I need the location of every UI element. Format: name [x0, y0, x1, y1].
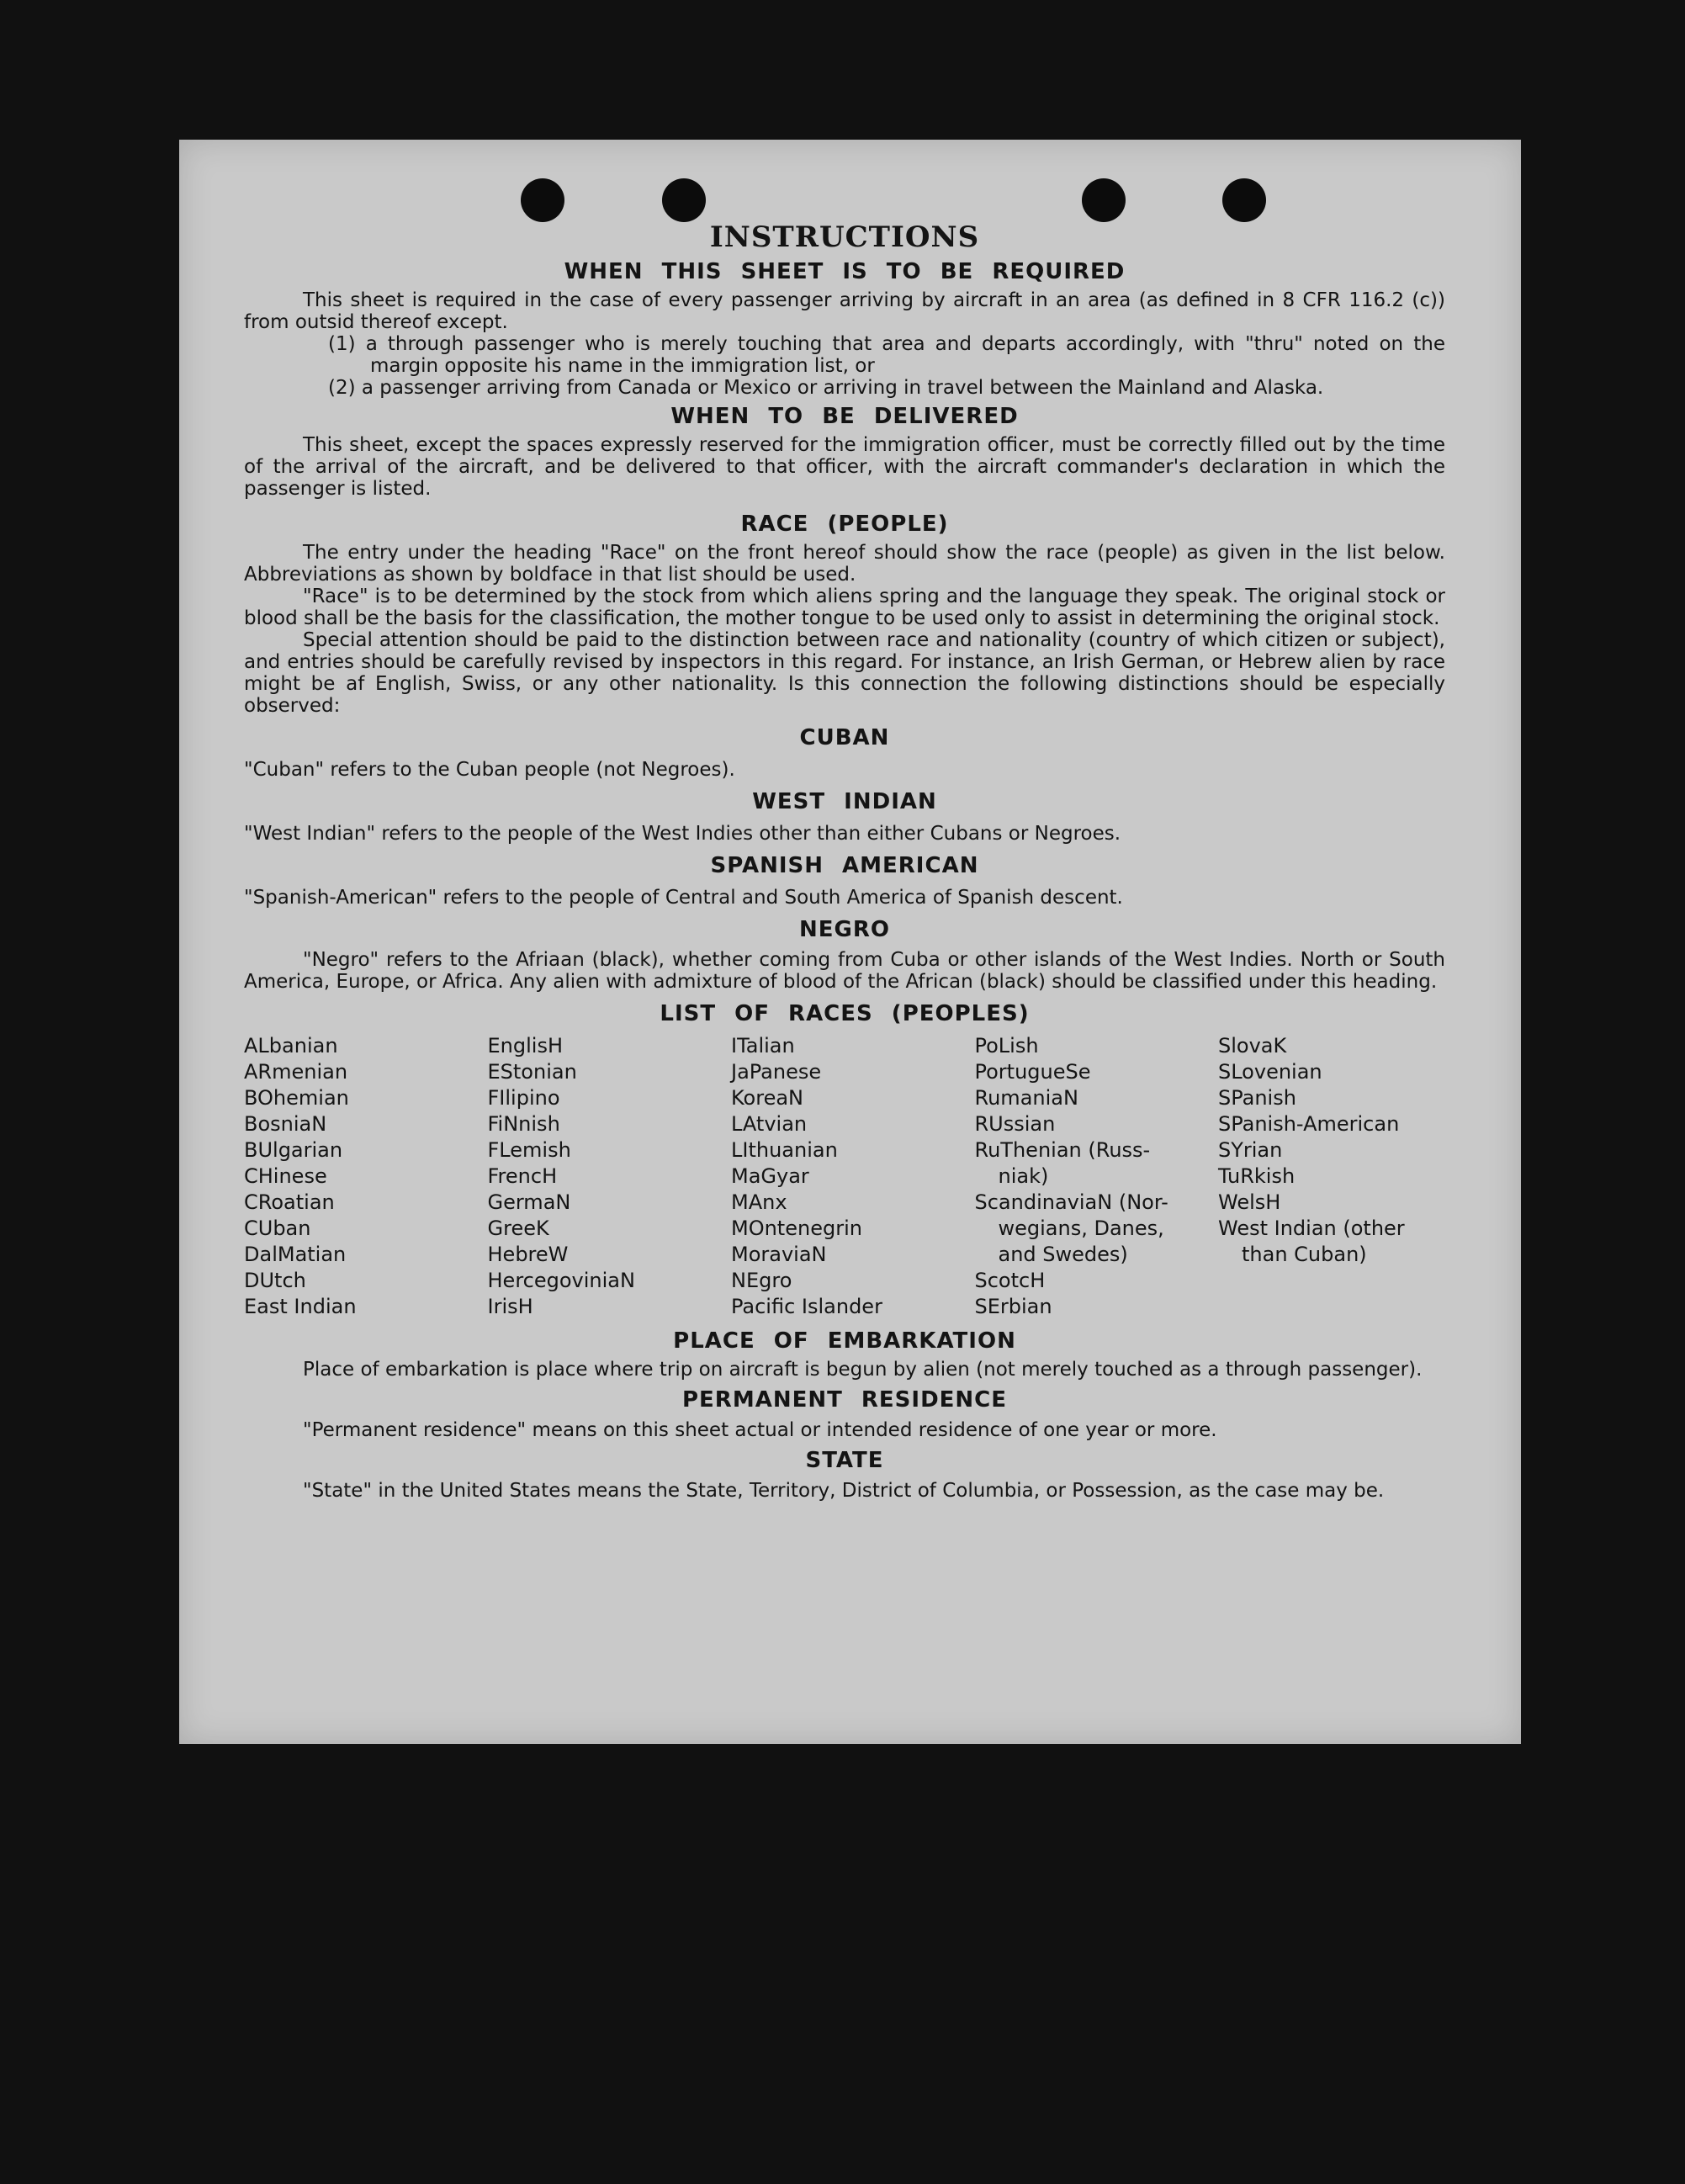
- race-column: [488, 1033, 715, 1320]
- race-list-item: ScotcH: [974, 1269, 1046, 1292]
- heading-list-of-races: LIST OF RACES (PEOPLES): [660, 1001, 1030, 1026]
- race-column: [731, 1033, 958, 1320]
- race-list-item: ScandinaviaN (Nor-: [974, 1190, 1168, 1214]
- race-list-item: PoLish: [974, 1034, 1039, 1058]
- race-list-item: SlovaK: [1218, 1034, 1287, 1058]
- race-list-item: BosniaN: [244, 1112, 327, 1136]
- required-intro: This sheet is required in the case of every passenger arriving by aircraft in an area (as defined in 8 CFR 116.2 (c)) from outsid thereof except.: [244, 289, 1445, 333]
- race-column: [1218, 1033, 1445, 1320]
- race-list-item: Pacific Islander: [731, 1295, 882, 1318]
- heading-race: RACE (PEOPLE): [740, 512, 949, 537]
- race-list-item: CRoatian: [244, 1190, 335, 1214]
- heading-negro: NEGRO: [799, 917, 890, 942]
- required-exception-2: (2) a passenger arriving from Canada or Mexico or arriving in travel between the Mainland and Alaska.: [328, 377, 1324, 399]
- race-list-item: SLovenian: [1218, 1060, 1322, 1084]
- race-list-item: FIlipino: [487, 1086, 560, 1110]
- page-title: INSTRUCTIONS: [709, 220, 980, 254]
- heading-state: STATE: [805, 1448, 884, 1473]
- document-sheet: [179, 140, 1521, 1744]
- race-list-item: SYrian: [1218, 1138, 1283, 1162]
- heading-cuban: CUBAN: [799, 725, 890, 750]
- race-list-item: JaPanese: [731, 1060, 822, 1084]
- race-list-item: GreeK: [487, 1217, 549, 1240]
- spanish-american-text: "Spanish-American" refers to the people of Central and South America of Spanish descent.: [244, 887, 1123, 909]
- race-list-item: IrisH: [487, 1295, 533, 1318]
- race-list-item: TuRkish: [1218, 1164, 1296, 1188]
- race-list-item: BOhemian: [244, 1086, 349, 1110]
- race-list-item: MOntenegrin: [731, 1217, 862, 1240]
- race-list-item: ITalian: [731, 1034, 795, 1058]
- race-column: [244, 1033, 471, 1320]
- heading-embarkation: PLACE OF EMBARKATION: [673, 1328, 1016, 1354]
- race-list-item: PortugueSe: [974, 1060, 1091, 1084]
- cuban-text: "Cuban" refers to the Cuban people (not Negroes).: [244, 759, 735, 781]
- race-list-item: EStonian: [487, 1060, 577, 1084]
- race-list-item: SErbian: [974, 1295, 1052, 1318]
- race-list-item: LIthuanian: [731, 1138, 838, 1162]
- race-list-item: East Indian: [244, 1295, 357, 1318]
- race-list-item: WelsH: [1218, 1190, 1281, 1214]
- race-list-item: BUlgarian: [244, 1138, 343, 1162]
- race-list-item: SPanish: [1218, 1086, 1296, 1110]
- race-list-item: niak): [998, 1164, 1049, 1188]
- race-paragraph-1: The entry under the heading "Race" on the front hereof should show the race (people) as given in the list below. Abbreviations as shown by boldface in that list should be used.: [244, 542, 1445, 586]
- race-list-item: RUssian: [974, 1112, 1056, 1136]
- punch-hole: [662, 178, 706, 222]
- race-list-item: KoreaN: [731, 1086, 803, 1110]
- heading-residence: PERMANENT RESIDENCE: [681, 1387, 1008, 1413]
- required-exception-1: (1) a through passenger who is merely touching that area and departs accordingly, with "thru" noted on the margin opposite his name in the immigration list, or: [328, 333, 1445, 377]
- race-list-item: FrencH: [487, 1164, 558, 1188]
- race-list-item: RuThenian (Russ-: [974, 1138, 1151, 1162]
- race-list-item: wegians, Danes,: [998, 1217, 1164, 1240]
- race-list-item: EnglisH: [487, 1034, 563, 1058]
- punch-hole: [1082, 178, 1126, 222]
- race-list-item: West Indian (other: [1218, 1217, 1405, 1240]
- race-column: [975, 1033, 1202, 1320]
- negro-text: "Negro" refers to the Afriaan (black), whether coming from Cuba or other islands of the West Indies. North or South America, Europe, or Africa. Any alien with admixture of blood of the African (black) should be classified under this heading.: [244, 949, 1445, 993]
- punch-hole: [521, 178, 564, 222]
- state-text: "State" in the United States means the State, Territory, District of Columbia, or Possession, as the case may be.: [303, 1480, 1385, 1502]
- race-list-item: than Cuban): [1242, 1243, 1367, 1266]
- heading-delivered: WHEN TO BE DELIVERED: [670, 404, 1019, 429]
- punch-hole: [1222, 178, 1266, 222]
- embarkation-text: Place of embarkation is place where trip on aircraft is begun by alien (not merely touched as a through passenger).: [303, 1359, 1423, 1381]
- race-list-item: DalMatian: [244, 1243, 347, 1266]
- race-list-item: HebreW: [487, 1243, 569, 1266]
- race-list-item: CUban: [244, 1217, 311, 1240]
- west-indian-text: "West Indian" refers to the people of the West Indies other than either Cubans or Negroes.: [244, 823, 1121, 845]
- delivered-text: This sheet, except the spaces expressly reserved for the immigration officer, must be correctly filled out by the time of the arrival of the aircraft, and be delivered to that officer, with the aircraft commander's declaration in which the passenger is listed.: [244, 434, 1445, 500]
- race-list-item: ARmenian: [244, 1060, 348, 1084]
- race-list-item: SPanish-American: [1218, 1112, 1400, 1136]
- race-list-item: LAtvian: [731, 1112, 808, 1136]
- race-paragraph-3: Special attention should be paid to the distinction between race and nationality (country of which citizen or subject), and entries should be carefully revised by inspectors in this regard. For instance, an Irish German, or Hebrew alien by race might be af English, Swiss, or any other nationality. Is this connection the following distinctions should be especially observed:: [244, 629, 1445, 717]
- heading-required: WHEN THIS SHEET IS TO BE REQUIRED: [564, 259, 1126, 284]
- race-list-item: and Swedes): [998, 1243, 1128, 1266]
- race-list-item: RumaniaN: [974, 1086, 1078, 1110]
- race-list-item: MAnx: [731, 1190, 787, 1214]
- instructions-body: [244, 220, 1445, 1502]
- race-list-item: ALbanian: [244, 1034, 338, 1058]
- race-list-item: MaGyar: [731, 1164, 809, 1188]
- race-list-item: MoraviaN: [731, 1243, 827, 1266]
- race-paragraph-2: "Race" is to be determined by the stock from which aliens spring and the language they speak. The original stock or blood shall be the basis for the classification, the mother tongue to be used only to assist in determining the original stock.: [244, 586, 1445, 629]
- residence-text: "Permanent residence" means on this sheet actual or intended residence of one year or more.: [303, 1419, 1217, 1441]
- race-list-item: NEgro: [731, 1269, 792, 1292]
- race-list: [244, 1033, 1445, 1320]
- heading-spanish-american: SPANISH AMERICAN: [710, 853, 979, 878]
- heading-west-indian: WEST INDIAN: [752, 789, 937, 814]
- race-list-item: HercegoviniaN: [487, 1269, 635, 1292]
- race-list-item: GermaN: [487, 1190, 571, 1214]
- race-list-item: DUtch: [244, 1269, 306, 1292]
- race-list-item: FLemish: [487, 1138, 571, 1162]
- race-list-item: FiNnish: [487, 1112, 560, 1136]
- race-list-item: CHinese: [244, 1164, 327, 1188]
